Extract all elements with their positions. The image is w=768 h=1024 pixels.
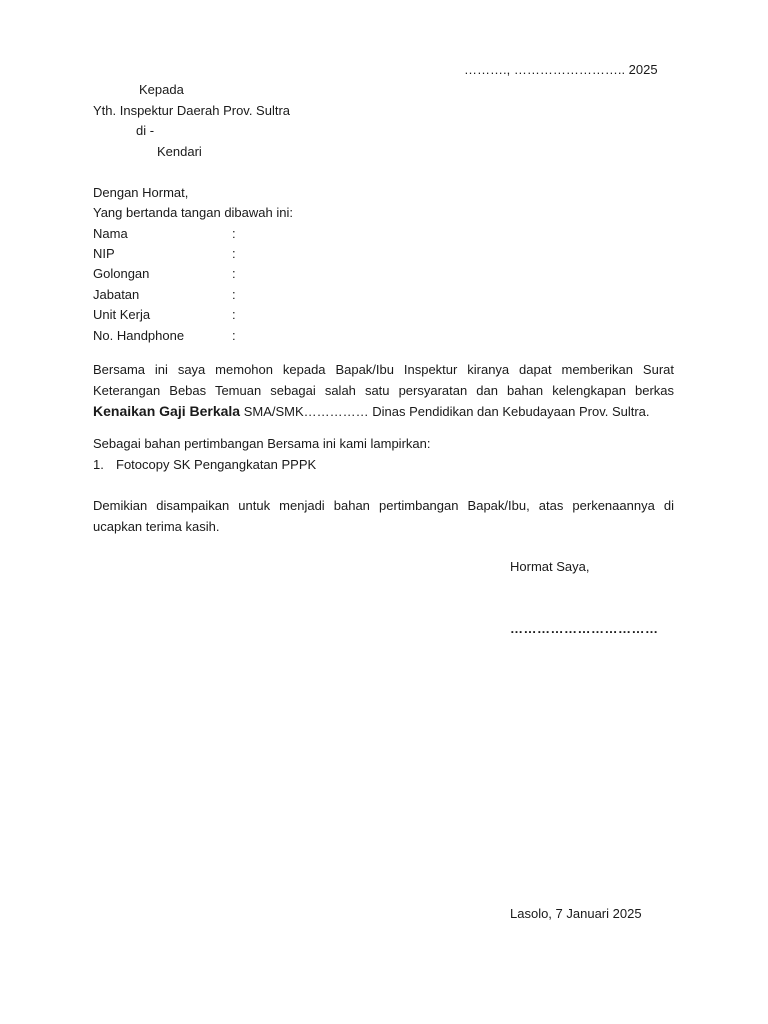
- recipient-city: Kendari: [157, 144, 202, 159]
- list-item-number: 1.: [93, 457, 104, 472]
- intro-line: Yang bertanda tangan dibawah ini:: [93, 205, 293, 220]
- list-item: Fotocopy SK Pengangkatan PPPK: [116, 457, 317, 472]
- field-colon: :: [232, 226, 236, 241]
- closing-paragraph: Demikian disampaikan untuk menjadi bahan pertimbangan Bapak/Ibu, atas perkenaannya di ucapkan terima kasih.: [93, 498, 674, 534]
- recipient-addressee: Yth. Inspektur Daerah Prov. Sultra: [93, 103, 291, 118]
- footer-date: Lasolo, 7 Januari 2025: [510, 906, 642, 921]
- request-text: Bersama ini saya memohon kepada Bapak/Ibu Inspektur kiranya dapat memberikan Surat Keterangan Bebas Temuan sebagai salah satu persyaratan dan bahan kelengkapan berkas: [93, 362, 674, 398]
- field-label: Unit Kerja: [93, 307, 151, 322]
- field-label: Nama: [93, 226, 128, 241]
- field-label: NIP: [93, 246, 115, 261]
- request-bold-text: Kenaikan Gaji Berkala: [93, 403, 241, 419]
- field-label: No. Handphone: [93, 328, 185, 343]
- signature-line: ……………………………: [510, 621, 659, 636]
- field-colon: :: [232, 287, 236, 302]
- field-colon: :: [232, 266, 236, 281]
- recipient-at: di -: [136, 123, 155, 138]
- request-paragraph: [93, 359, 674, 422]
- field-label: Golongan: [93, 266, 150, 281]
- field-colon: :: [232, 246, 236, 261]
- request-text-end: SMA/SMK…………… Dinas Pendidikan dan Kebudayaan Prov. Sultra.: [240, 404, 650, 419]
- field-colon: :: [232, 328, 236, 343]
- field-colon: :: [232, 307, 236, 322]
- field-label: Jabatan: [93, 287, 140, 302]
- recipient-to: Kepada: [139, 82, 184, 97]
- attachments-intro: Sebagai bahan pertimbangan Bersama ini kami lampirkan:: [93, 436, 431, 451]
- date-line: ………., …………………….. 2025: [464, 62, 658, 77]
- greeting: Dengan Hormat,: [93, 185, 189, 200]
- sign-off: Hormat Saya,: [510, 559, 590, 574]
